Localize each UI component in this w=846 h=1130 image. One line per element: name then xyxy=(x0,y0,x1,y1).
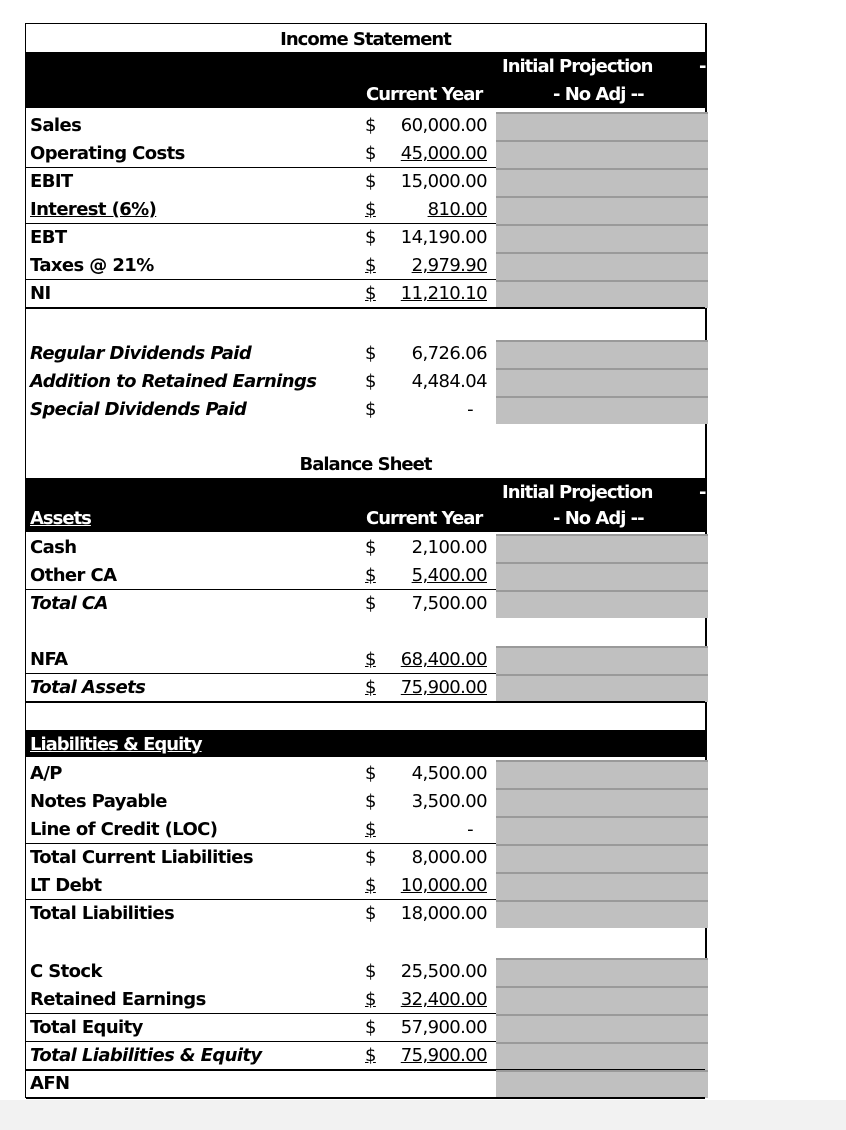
liabilities-header xyxy=(26,730,705,757)
table-row[interactable]: NI $ 11,210.10 xyxy=(26,280,705,308)
table-row[interactable]: Total CA $ 7,500.00 xyxy=(26,590,705,618)
projection-cell[interactable] xyxy=(496,340,708,368)
projection-cell[interactable] xyxy=(496,646,708,674)
projection-cell[interactable] xyxy=(496,140,708,168)
table-row[interactable]: NFA $ 68,400.00 xyxy=(26,646,705,674)
table-row[interactable]: C Stock $ 25,500.00 xyxy=(26,958,705,986)
table-row[interactable]: Other CA $ 5,400.00 xyxy=(26,562,705,590)
table-row[interactable]: Operating Costs $ 45,000.00 xyxy=(26,140,705,168)
projection-cell[interactable] xyxy=(496,224,708,252)
table-row[interactable]: Taxes @ 21% $ 2,979.90 xyxy=(26,252,705,280)
liabilities-label: Liabilities & Equity xyxy=(30,734,202,755)
projection-cell[interactable] xyxy=(496,900,708,928)
projection-cell[interactable] xyxy=(496,844,708,872)
table-row[interactable]: Cash $ 2,100.00 xyxy=(26,534,705,562)
projection-cell[interactable] xyxy=(496,788,708,816)
projection-cell[interactable] xyxy=(496,1042,708,1070)
assets-label: Assets xyxy=(30,508,91,529)
balance-sheet-title: Balance Sheet xyxy=(299,454,432,475)
projection-cell[interactable] xyxy=(496,590,708,618)
table-row[interactable]: Sales $ 60,000.00 xyxy=(26,112,705,140)
projection-cell[interactable] xyxy=(496,674,708,702)
projection-cell[interactable] xyxy=(496,986,708,1014)
projection-cell[interactable] xyxy=(496,196,708,224)
table-row[interactable]: Total Liabilities & Equity $ 75,900.00 xyxy=(26,1042,705,1070)
projection-cell[interactable] xyxy=(496,252,708,280)
table-row[interactable]: Notes Payable $ 3,500.00 xyxy=(26,788,705,816)
table-row[interactable]: Total Current Liabilities $ 8,000.00 xyxy=(26,844,705,872)
projection-cell[interactable] xyxy=(496,1070,708,1098)
table-row[interactable]: Total Assets $ 75,900.00 xyxy=(26,674,705,702)
table-row[interactable]: EBT $ 14,190.00 xyxy=(26,224,705,252)
projection-cell[interactable] xyxy=(496,760,708,788)
assets-header: Initial Projection - Assets Current Year - No Adj -- xyxy=(26,478,705,532)
bs-proj-header-line2: - No Adj -- xyxy=(553,508,644,529)
projection-cell[interactable] xyxy=(496,562,708,590)
table-row[interactable]: Regular Dividends Paid $ 6,726.06 xyxy=(26,340,705,368)
projection-cell[interactable] xyxy=(496,816,708,844)
projection-cell[interactable] xyxy=(496,112,708,140)
bs-current-header: Current Year xyxy=(366,508,483,529)
table-row[interactable]: Line of Credit (LOC) $ - xyxy=(26,816,705,844)
table-row[interactable] xyxy=(26,1070,705,1098)
projection-cell[interactable] xyxy=(496,958,708,986)
projection-cell[interactable] xyxy=(496,1014,708,1042)
table-row[interactable]: A/P $ 4,500.00 xyxy=(26,760,705,788)
table-row[interactable]: Retained Earnings $ 32,400.00 xyxy=(26,986,705,1014)
table-row[interactable]: Special Dividends Paid $ - xyxy=(26,396,705,424)
table-row[interactable]: Total Liabilities $ 18,000.00 xyxy=(26,900,705,928)
bs-proj-header-line1: Initial Projection xyxy=(502,482,653,503)
projection-cell[interactable] xyxy=(496,872,708,900)
worksheet-frame xyxy=(25,23,707,1098)
afn-label: AFN xyxy=(30,1073,70,1094)
income-proj-header-line2: - No Adj -- xyxy=(553,84,644,105)
projection-cell[interactable] xyxy=(496,168,708,196)
projection-cell[interactable] xyxy=(496,368,708,396)
table-row[interactable]: Interest (6%) $ 810.00 xyxy=(26,196,705,224)
income-current-header: Current Year xyxy=(366,84,483,105)
table-row[interactable]: LT Debt $ 10,000.00 xyxy=(26,872,705,900)
projection-cell[interactable] xyxy=(496,280,708,308)
table-row[interactable]: Total Equity $ 57,900.00 xyxy=(26,1014,705,1042)
table-row[interactable]: Addition to Retained Earnings $ 4,484.04 xyxy=(26,368,705,396)
income-proj-header-line1: Initial Projection xyxy=(502,56,653,77)
income-header: Initial Projection - Current Year - No Adj -- xyxy=(26,52,705,108)
table-row[interactable]: EBIT $ 15,000.00 xyxy=(26,168,705,196)
income-statement-title: Income Statement xyxy=(280,29,451,50)
projection-cell[interactable] xyxy=(496,534,708,562)
projection-cell[interactable] xyxy=(496,396,708,424)
